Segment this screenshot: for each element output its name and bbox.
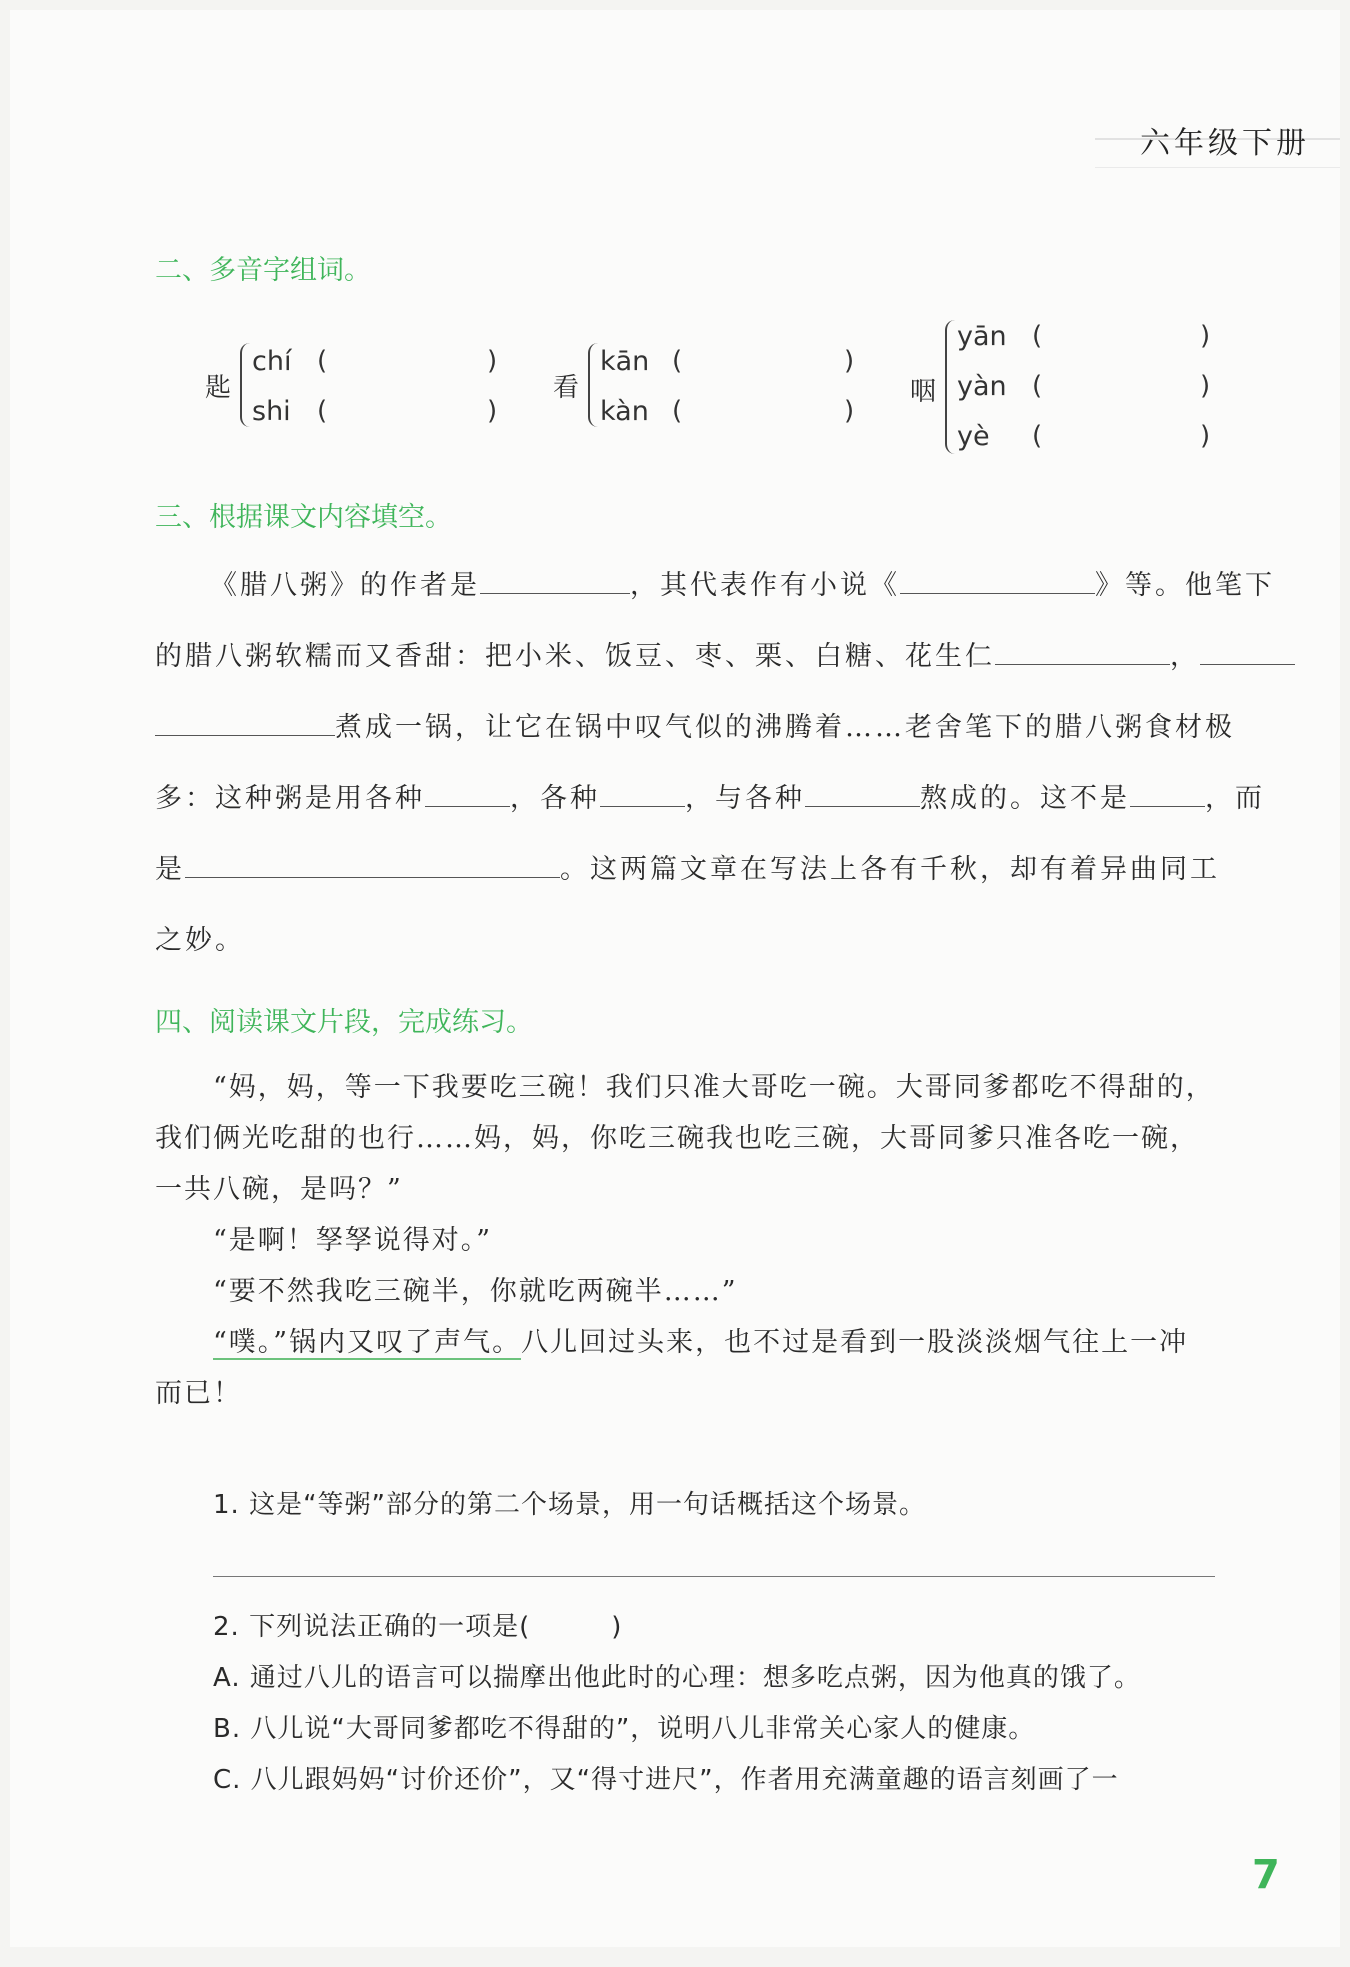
- paren-close: ): [487, 396, 498, 426]
- polyphonic-char: 咽: [910, 377, 937, 407]
- page-number: 7: [1252, 1852, 1280, 1898]
- passage-paragraph: [155, 1317, 1215, 1419]
- paren-close: ): [1200, 371, 1211, 401]
- brace: [588, 343, 600, 427]
- grade-label: 六年级下册: [1140, 126, 1310, 161]
- text: ，其代表作有小说《: [630, 570, 900, 601]
- passage-paragraph: “妈，妈，等一下我要吃三碗！我们只准大哥吃一碗。大哥同爹都吃不得甜的，我们俩光吃甜的也行……妈，妈，你吃三碗我也吃三碗，大哥同爹只准各吃一碗，一共八碗，是吗？”: [155, 1072, 1215, 1205]
- question-1: 1. 这是“等粥”部分的第二个场景，用一句话概括这个场景。: [213, 1490, 927, 1520]
- blank-but[interactable]: [185, 851, 560, 878]
- blank-ingredient-3[interactable]: [155, 709, 335, 736]
- polyphonic-char: 看: [553, 373, 580, 403]
- paren-open: (: [672, 396, 683, 426]
- pinyin-reading: kàn: [600, 396, 649, 427]
- reading-passage: [155, 1062, 1215, 1419]
- blank-kind-3[interactable]: [805, 780, 920, 807]
- blank-kind-2[interactable]: [600, 780, 685, 807]
- text: 》等。他笔下: [1095, 570, 1275, 601]
- pinyin-reading: yàn: [957, 371, 1007, 402]
- paren-close: ): [1200, 321, 1211, 351]
- option-b[interactable]: B. 八儿说“大哥同爹都吃不得甜的”，说明八儿非常关心家人的健康。: [213, 1714, 1036, 1744]
- paren-close: ): [844, 346, 855, 376]
- brace: [945, 320, 957, 454]
- text: 多：这种粥是用各种: [155, 783, 425, 814]
- paren-close: ): [1200, 421, 1211, 451]
- paren-open: (: [317, 396, 328, 426]
- underlined-sentence: “噗。”锅内又叹了声气。: [213, 1327, 522, 1358]
- section-title-reading: 四、阅读课文片段，完成练习。: [155, 1007, 533, 1038]
- pinyin-reading: shi: [252, 396, 291, 427]
- blank-kind-1[interactable]: [425, 780, 510, 807]
- option-c[interactable]: C. 八儿跟妈妈“讨价还价”，又“得寸进尺”，作者用充满童趣的语言刻画了一: [213, 1765, 1119, 1795]
- blank-ingredient-1[interactable]: [995, 638, 1170, 665]
- section-title-polyphonic: 二、多音字组词。: [155, 255, 371, 286]
- paren-close: ): [487, 346, 498, 376]
- text: 之妙。: [155, 925, 245, 956]
- paren-open: (: [1032, 371, 1043, 401]
- text: ，而: [1205, 783, 1265, 814]
- blank-author[interactable]: [480, 567, 630, 594]
- text: ，各种: [510, 783, 600, 814]
- text: 八儿回过头来，也不过是看到一股淡淡烟气往上一冲而已！: [155, 1327, 1189, 1409]
- paren-close: ): [844, 396, 855, 426]
- pinyin-reading: yè: [957, 421, 990, 452]
- brace: [240, 343, 252, 427]
- polyphonic-char: 匙: [205, 373, 232, 403]
- passage-paragraph: “是啊！孥孥说得对。”: [213, 1225, 493, 1256]
- paren-open: (: [1032, 321, 1043, 351]
- blank-not[interactable]: [1130, 780, 1205, 807]
- blank-ingredient-2[interactable]: [1200, 638, 1295, 665]
- answer-line[interactable]: [213, 1576, 1215, 1577]
- text: 。这两篇文章在写法上各有千秋，却有着异曲同工: [560, 854, 1220, 885]
- paren-open: (: [317, 346, 328, 376]
- text: 熬成的。这不是: [920, 783, 1130, 814]
- paren-open: (: [672, 346, 683, 376]
- question-2: 2. 下列说法正确的一项是( ): [213, 1612, 623, 1642]
- text: 煮成一锅，让它在锅中叹气似的沸腾着……老舍笔下的腊八粥食材极: [335, 712, 1235, 743]
- text: 的腊八粥软糯而又香甜：把小米、饭豆、枣、栗、白糖、花生仁: [155, 641, 995, 672]
- blank-novel[interactable]: [900, 567, 1095, 594]
- text: ，: [1170, 641, 1200, 672]
- section-title-fill-blanks: 三、根据课文内容填空。: [155, 502, 452, 533]
- text: 《腊八粥》的作者是: [210, 570, 480, 601]
- text: ，与各种: [685, 783, 805, 814]
- paren-open: (: [1032, 421, 1043, 451]
- pinyin-reading: chí: [252, 346, 292, 377]
- header-rule-lower: [1095, 167, 1340, 168]
- passage-paragraph: “要不然我吃三碗半，你就吃两碗半……”: [213, 1276, 738, 1307]
- text: 是: [155, 854, 185, 885]
- pinyin-reading: kān: [600, 346, 650, 377]
- workbook-page: [10, 10, 1340, 1947]
- fill-in-paragraph: [155, 550, 1275, 976]
- option-a[interactable]: A. 通过八儿的语言可以揣摩出他此时的心理：想多吃点粥，因为他真的饿了。: [213, 1663, 1141, 1693]
- pinyin-reading: yān: [957, 321, 1007, 352]
